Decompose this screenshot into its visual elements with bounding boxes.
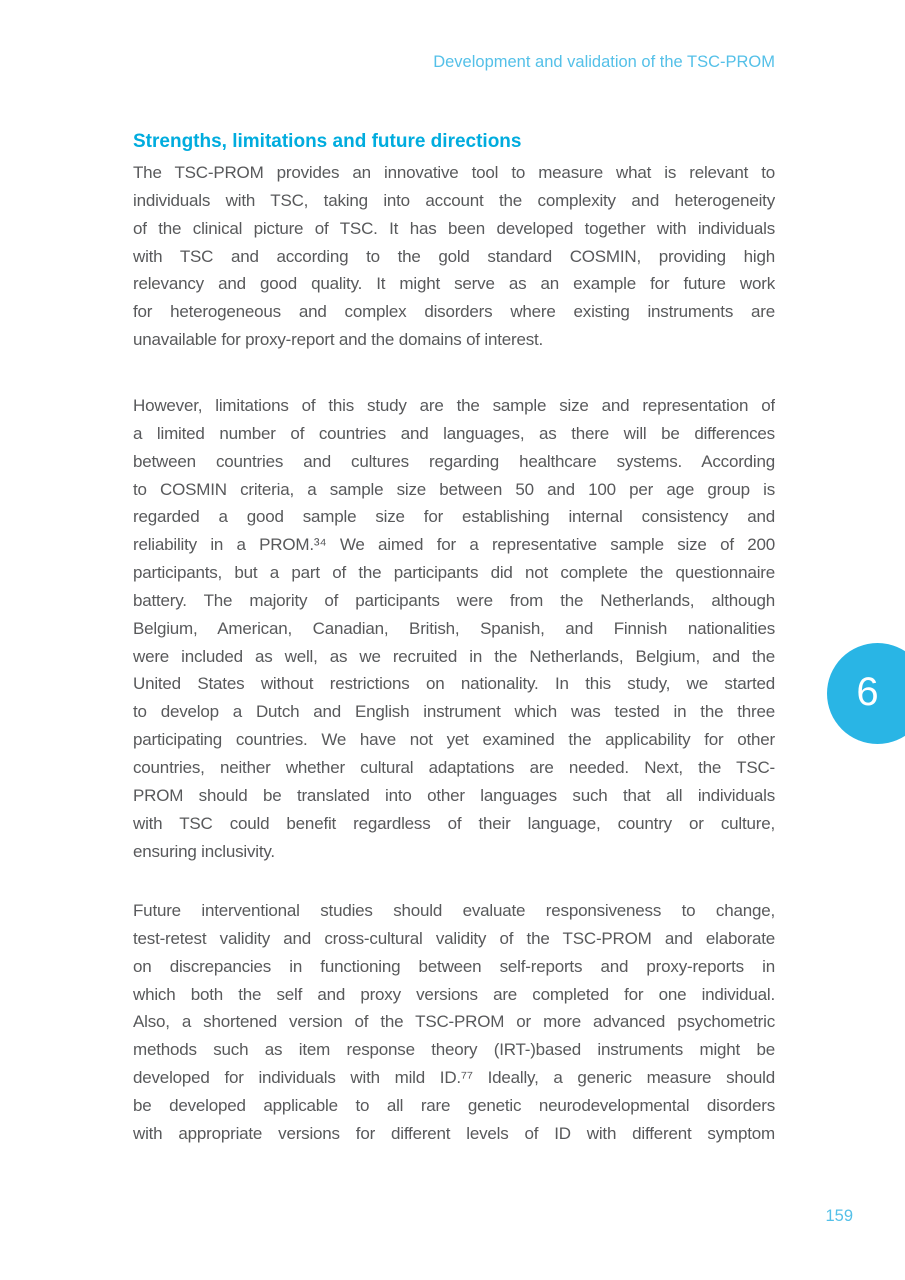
text-line: individuals with TSC, taking into account the complexity and heterogeneity [133,190,775,210]
text-line: battery. The majority of participants were from the Netherlands, although [133,590,775,610]
text-line: PROM should be translated into other languages such that all individuals [133,785,775,805]
text-line: United States without restrictions on nationality. In this study, we started [133,674,775,694]
running-header: Development and validation of the TSC-PROM [433,53,775,71]
text-line: which both the self and proxy versions are completed for one individual. [133,984,775,1004]
chapter-number: 6 [856,669,879,714]
text-line: on discrepancies in functioning between self-reports and proxy-reports in [133,956,775,976]
text-line: with appropriate versions for different levels of ID with different symptom [133,1123,775,1143]
text-line: were included as well, as we recruited in the Netherlands, Belgium, and the [133,646,775,666]
text-line: ensuring inclusivity. [133,841,275,861]
text-line: However, limitations of this study are the sample size and representation of [133,396,775,415]
text-line: with TSC and according to the gold standard COSMIN, providing high [133,246,775,266]
text-line: Belgium, American, Canadian, British, Spanish, and Finnish nationalities [133,618,775,638]
paragraph-strengths [133,159,775,354]
text-line: be developed applicable to all rare genetic neurodevelopmental disorders [133,1095,775,1115]
page-number: 159 [825,1207,853,1225]
text-line: methods such as item response theory (IRT-)based instruments might be [133,1040,775,1060]
text-line: regarded a good sample size for establishing internal consistency and [133,507,775,527]
text-line: to COSMIN criteria, a sample size between 50 and 100 per age group is [133,479,775,499]
text-line: reliability in a PROM.³⁴ We aimed for a representative sample size of 200 [133,535,775,555]
text-line: participating countries. We have not yet examined the applicability for other [133,730,775,750]
text-line: Also, a shortened version of the TSC-PROM or more advanced psychometric [133,1012,775,1032]
text-line: a limited number of countries and languages, as there will be differences [133,423,775,443]
text-line: for heterogeneous and complex disorders where existing instruments are [133,302,775,322]
text-line: between countries and cultures regarding healthcare systems. According [133,451,775,471]
section-heading: Strengths, limitations and future directions [133,131,522,152]
text-line: to develop a Dutch and English instrument which was tested in the three [133,702,775,722]
text-line: The TSC-PROM provides an innovative tool to measure what is relevant to [133,163,775,182]
text-line: unavailable for proxy-report and the domains of interest. [133,330,544,350]
paragraph-future-directions [133,897,775,1148]
text-line: countries, neither whether cultural adaptations are needed. Next, the TSC- [133,757,775,777]
text-line: participants, but a part of the participants did not complete the questionnaire [133,563,775,583]
text-line: test-retest validity and cross-cultural validity of the TSC-PROM and elaborate [133,928,775,948]
text-line: with TSC could benefit regardless of their language, country or culture, [133,813,775,833]
chapter-tab [827,643,905,744]
text-line: developed for individuals with mild ID.⁷⁷ Ideally, a generic measure should [133,1068,775,1088]
text-line: of the clinical picture of TSC. It has been developed together with individuals [133,218,775,238]
paragraph-limitations [133,392,775,865]
text-line: relevancy and good quality. It might serve as an example for future work [133,274,775,294]
text-line: Future interventional studies should evaluate responsiveness to change, [133,901,775,920]
